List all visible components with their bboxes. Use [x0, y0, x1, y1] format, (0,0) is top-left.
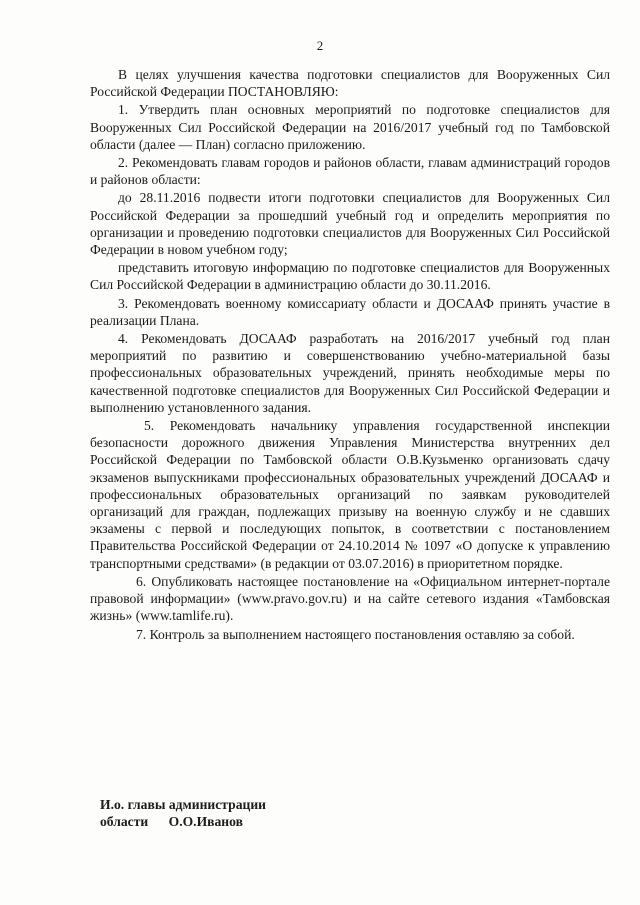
signatory-name: О.О.Иванов [168, 814, 243, 829]
clause-6-paragraph: 6. Опубликовать настоящее постановление на «Официальном интернет-портале правовой информации» (www.pravo.gov.ru) и на сайте сетевого издания «Тамбовская жизнь» (www.tamlife.ru). [90, 573, 610, 624]
clause-2-subitem-1: до 28.11.2016 подвести итоги подготовки специалистов для Вооруженных Сил Российской Федерации за прошедший учебный год и определить мероприятия по организации и проведению подготовки специалистов для Вооруженных Сил Российской Федерации в новом учебном году; [90, 190, 610, 258]
clause-1-paragraph: 1. Утвердить план основных мероприятий по подготовке специалистов для Вооруженных Сил Российской Федерации на 2016/2017 учебный год по Тамбовской области (далее — План) согласно приложению. [90, 102, 610, 152]
preamble-paragraph: В целях улучшения качества подготовки специалистов для Вооруженных Сил Российской Федерации ПОСТАНОВЛЯЮ: [90, 67, 610, 100]
clause-2-subitem-2: представить итоговую информацию по подготовке специалистов для Вооруженных Сил Российской Федерации в администрацию области до 30.11.2016. [90, 260, 610, 293]
clause-7-paragraph: 7. Контроль за выполнением настоящего постановления оставляю за собой. [136, 626, 575, 642]
clause-5-paragraph: 5. Рекомендовать начальнику управления государственной инспекции безопасности дорожного движения Управления Министерства внутренних дел Российской Федерации по Тамбовской области О.В.Кузьменко организовать сдачу экзаменов выпускниками профессиональных образовательных учреждений ДОСААФ и профессиональных образовательных организаций по заявкам руководителей организаций для граждан, подлежащих призыву на военную службу и не сдавших экзамены с первой и последующих попыток, в соответствии с постановлением Правительства Российской Федерации от 24.10.2014 № 1097 «О допуске к управлению транспортными средствами» (в редакции от 03.07.2016) в приоритетном порядке. [90, 418, 610, 571]
signatory-area: области [100, 814, 149, 829]
clause-2-paragraph: 2. Рекомендовать главам городов и районов области, главам администраций городов и районов области: [90, 155, 610, 188]
decree-body [90, 66, 610, 643]
page-number: 2 [316, 38, 324, 53]
clause-4-paragraph: 4. Рекомендовать ДОСААФ разработать на 2016/2017 учебный год план мероприятий по развитию и совершенствованию учебно-материальной базы профессиональных образовательных учреждений, принять необходимые меры по качественной подготовке специалистов для Вооруженных Сил Российской Федерации и выполнению установленного задания. [90, 331, 610, 415]
signatory-position: И.о. главы администрации [100, 797, 266, 812]
signature-block [100, 796, 266, 830]
clause-3-paragraph: 3. Рекомендовать военному комиссариату области и ДОСААФ принять участие в реализации Плана. [90, 295, 610, 328]
signatory-line [100, 813, 266, 830]
